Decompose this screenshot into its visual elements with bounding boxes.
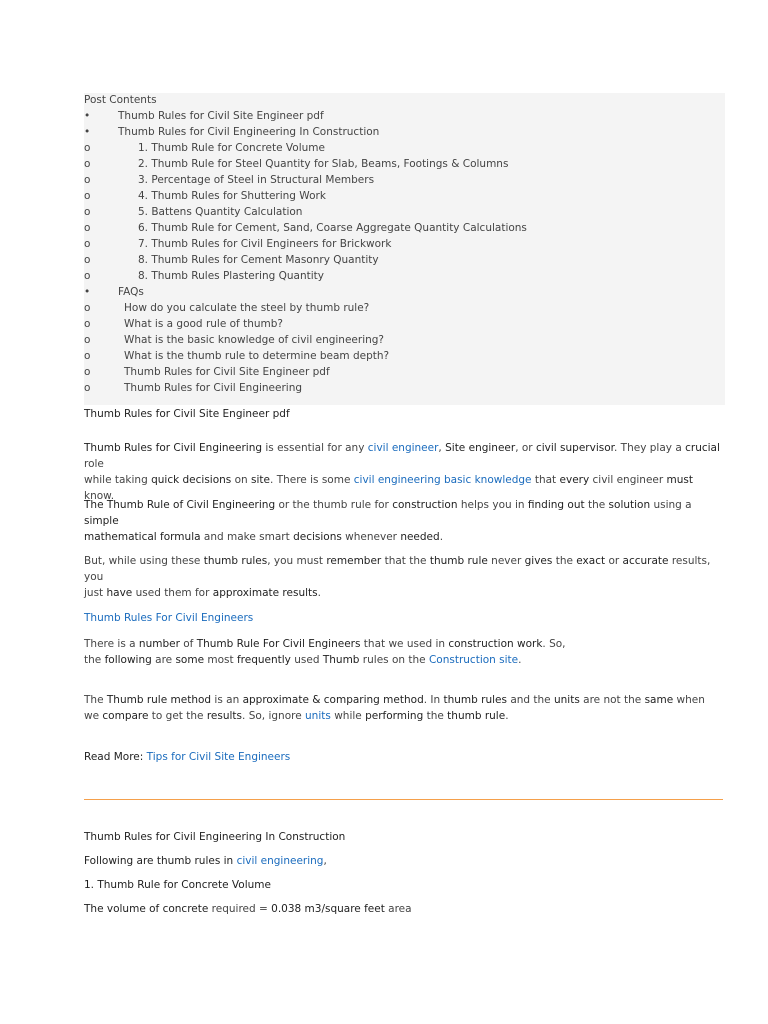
circle-bullet-icon: o [84, 206, 91, 218]
bullet-icon: • [84, 126, 91, 138]
text: decisions [293, 531, 342, 543]
text: or the thumb rule for [275, 499, 393, 511]
toc-item-label: Thumb Rules for Civil Engineering In Construction [118, 126, 380, 138]
text: is an [211, 694, 243, 706]
text: the [84, 654, 105, 666]
text: civil supervisor [535, 442, 614, 454]
circle-bullet-icon: o [84, 366, 91, 378]
bold-text: Thumb Rules for Civil Engineering [84, 442, 263, 454]
text: are not the [579, 694, 645, 706]
text: on [231, 474, 252, 486]
text: thumb rule [429, 555, 488, 567]
text: quick decisions [151, 474, 232, 486]
text: area [384, 903, 412, 915]
text: But, while using these [84, 555, 204, 567]
circle-bullet-icon: o [84, 238, 91, 250]
circle-bullet-icon: o [84, 254, 91, 266]
toc-item-label: Thumb Rules for Civil Engineering [124, 382, 303, 394]
text: . They play a [614, 442, 686, 454]
toc-item-label: 7. Thumb Rules for Civil Engineers for Brickwork [138, 238, 392, 250]
text: Following are thumb rules in [84, 855, 237, 867]
text: gives [524, 555, 553, 567]
text: finding out [527, 499, 585, 511]
civil-engineering-link[interactable]: civil engineering [236, 855, 324, 867]
text: and make smart [200, 531, 294, 543]
concrete-volume-paragraph [84, 901, 724, 917]
text: never [487, 555, 525, 567]
toc-item-label: 4. Thumb Rules for Shuttering Work [138, 190, 326, 202]
intro-paragraph [84, 440, 724, 504]
text: . [518, 654, 522, 666]
circle-bullet-icon: o [84, 270, 91, 282]
toc-item-label: FAQs [118, 286, 144, 298]
text: simple [84, 515, 119, 527]
text: Thumb Rule For Civil Engineers [196, 638, 361, 650]
text: accurate [622, 555, 669, 567]
text: must [666, 474, 694, 486]
text: know. [84, 490, 115, 502]
approximate-results-paragraph [84, 553, 724, 601]
section-heading: Thumb Rules for Civil Site Engineer pdf [84, 408, 290, 420]
toc-item-label: 8. Thumb Rules Plastering Quantity [138, 270, 324, 282]
circle-bullet-icon: o [84, 302, 91, 314]
text: Thumb rule method [106, 694, 212, 706]
text: civil engineer [589, 474, 667, 486]
section-divider [84, 799, 723, 800]
text: thumb rules [203, 555, 268, 567]
text: The Thumb Rule of Civil Engineering [84, 499, 276, 511]
read-more-label: Read More: [84, 751, 147, 763]
toc-item-label: What is a good rule of thumb? [124, 318, 283, 330]
circle-bullet-icon: o [84, 174, 91, 186]
thumb-rule-paragraph [84, 497, 724, 545]
text: following [104, 654, 152, 666]
text: that we used in [360, 638, 449, 650]
text: . In [423, 694, 444, 706]
text: , [323, 855, 327, 867]
method-paragraph [84, 692, 724, 724]
circle-bullet-icon: o [84, 350, 91, 362]
text: to get the [148, 710, 207, 722]
text: . So, ignore [242, 710, 306, 722]
text: . [317, 587, 321, 599]
text: most [204, 654, 237, 666]
text: . [439, 531, 444, 543]
text: The [84, 903, 107, 915]
text: the [584, 499, 609, 511]
text: site [251, 474, 271, 486]
text: results, you [84, 555, 711, 583]
toc-item-label: What is the basic knowledge of civil engineering? [124, 334, 385, 346]
text: . There is some [270, 474, 354, 486]
text: just [84, 587, 107, 599]
bullet-icon: • [84, 286, 91, 298]
toc-item-label: 5. Battens Quantity Calculation [138, 206, 303, 218]
circle-bullet-icon: o [84, 142, 91, 154]
following-rules-paragraph [84, 853, 724, 869]
text: and the [506, 694, 554, 706]
text: performing [365, 710, 424, 722]
civil-engineers-heading-link[interactable]: Thumb Rules For Civil Engineers [84, 612, 254, 624]
text: when [673, 694, 705, 706]
text: approximate & comparing method [242, 694, 424, 706]
text: of [179, 638, 197, 650]
text: whenever [341, 531, 401, 543]
text: using a [650, 499, 692, 511]
text: . So, [542, 638, 566, 650]
units-link[interactable]: units [305, 710, 331, 722]
text: number [138, 638, 180, 650]
text: thumb rule [447, 710, 506, 722]
text: every [559, 474, 590, 486]
civil-engineer-link[interactable]: civil engineer [367, 442, 439, 454]
read-more-link[interactable]: Tips for Civil Site Engineers [146, 751, 291, 763]
toc-item-label: 2. Thumb Rule for Steel Quantity for Slab, Beams, Footings & Columns [138, 158, 509, 170]
text: required = [208, 903, 272, 915]
subsection-heading: 1. Thumb Rule for Concrete Volume [84, 879, 271, 891]
construction-site-link[interactable]: Construction site [428, 654, 519, 666]
text: remember [326, 555, 382, 567]
text: while [330, 710, 366, 722]
toc-item-label: 1. Thumb Rule for Concrete Volume [138, 142, 325, 154]
text: crucial [685, 442, 720, 454]
text: . [505, 710, 509, 722]
text: used [290, 654, 323, 666]
text: , [438, 442, 446, 454]
text: that the [381, 555, 430, 567]
circle-bullet-icon: o [84, 222, 91, 234]
post-contents-box [84, 93, 725, 405]
text: used them for [132, 587, 213, 599]
text: have [106, 587, 133, 599]
text: the [552, 555, 577, 567]
bullet-icon: • [84, 110, 91, 122]
text: , you must [267, 555, 327, 567]
text: thumb rules [443, 694, 507, 706]
text: we [84, 710, 103, 722]
section-heading: Thumb Rules for Civil Engineering In Construction [84, 831, 346, 843]
text: Thumb [322, 654, 360, 666]
toc-item-label: How do you calculate the steel by thumb rule? [124, 302, 370, 314]
read-more [84, 749, 724, 765]
text: solution [608, 499, 651, 511]
toc-item-label: 8. Thumb Rules for Cement Masonry Quantity [138, 254, 379, 266]
text: frequently [236, 654, 291, 666]
text: helps you in [457, 499, 528, 511]
text: , or [515, 442, 536, 454]
text: are [151, 654, 176, 666]
text: The [84, 694, 107, 706]
text: that [531, 474, 560, 486]
text: some [175, 654, 205, 666]
text: rules on the [359, 654, 429, 666]
text: approximate results [212, 587, 318, 599]
circle-bullet-icon: o [84, 158, 91, 170]
circle-bullet-icon: o [84, 382, 91, 394]
circle-bullet-icon: o [84, 334, 91, 346]
text: 0.038 m3/square feet [271, 903, 385, 915]
text: Site engineer [445, 442, 516, 454]
text: same [644, 694, 674, 706]
toc-item-label: Thumb Rules for Civil Site Engineer pdf [124, 366, 330, 378]
text: or [605, 555, 623, 567]
text: units [553, 694, 580, 706]
toc-item-label: 6. Thumb Rule for Cement, Sand, Coarse Aggregate Quantity Calculations [138, 222, 527, 234]
text: while taking [84, 474, 152, 486]
circle-bullet-icon: o [84, 318, 91, 330]
text: compare [102, 710, 149, 722]
text: volume of concrete [106, 903, 209, 915]
text: There is a [84, 638, 139, 650]
basic-knowledge-link[interactable]: civil engineering basic knowledge [353, 474, 532, 486]
toc-title: Post Contents [84, 94, 157, 106]
frequently-used-paragraph [84, 636, 724, 668]
circle-bullet-icon: o [84, 190, 91, 202]
text: mathematical formula [84, 531, 201, 543]
text: the [423, 710, 448, 722]
toc-item-label: What is the thumb rule to determine beam depth? [124, 350, 390, 362]
text: construction work [448, 638, 543, 650]
text: is essential for any [262, 442, 368, 454]
toc-item-label: 3. Percentage of Steel in Structural Members [138, 174, 375, 186]
text: construction [392, 499, 458, 511]
toc-item-label: Thumb Rules for Civil Site Engineer pdf [118, 110, 324, 122]
text: exact [576, 555, 606, 567]
text: needed [400, 531, 440, 543]
text: role [84, 458, 104, 470]
text: results [206, 710, 243, 722]
